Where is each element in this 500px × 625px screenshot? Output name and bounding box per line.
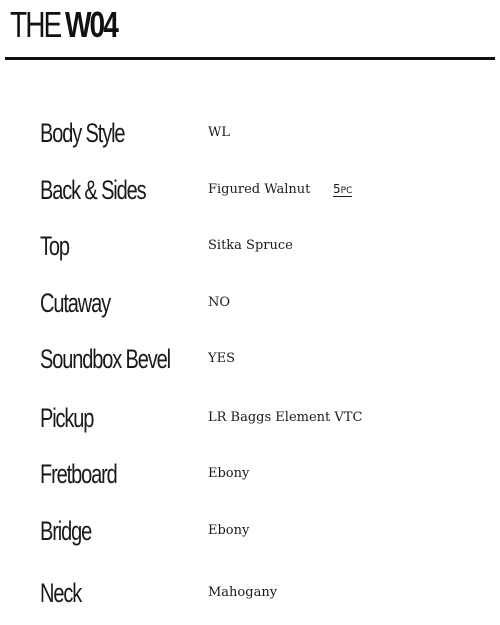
title-divider	[5, 57, 495, 60]
spec-row-soundbox-bevel	[40, 339, 480, 379]
spec-row-neck	[40, 573, 480, 613]
spec-label: Soundbox Bevel	[40, 344, 170, 374]
spec-row-pickup	[40, 398, 480, 438]
spec-value: Ebony	[208, 523, 250, 538]
spec-label: Neck	[40, 578, 82, 608]
spec-label: Top	[40, 231, 69, 261]
spec-row-fretboard	[40, 454, 480, 494]
spec-row-bridge	[40, 511, 480, 551]
spec-value: Mahogany	[208, 585, 278, 600]
spec-value: Figured Walnut	[208, 182, 311, 197]
spec-row-back-sides	[40, 170, 480, 210]
spec-value: Ebony	[208, 466, 250, 481]
spec-row-cutaway	[40, 283, 480, 323]
model-name: W04	[64, 4, 117, 45]
spec-value: YES	[208, 351, 235, 366]
spec-label: Pickup	[40, 403, 94, 433]
spec-label: Back & Sides	[40, 175, 146, 205]
spec-value: LR Baggs Element VTC	[208, 410, 363, 425]
spec-label: Bridge	[40, 516, 92, 546]
spec-label: Fretboard	[40, 459, 117, 489]
spec-label: Body Style	[40, 118, 125, 148]
piece-count-unit: PC	[340, 186, 353, 196]
spec-value: Sitka Spruce	[208, 238, 293, 253]
spec-label: Cutaway	[40, 288, 110, 318]
spec-value: NO	[208, 295, 231, 310]
spec-value: WL	[208, 125, 230, 140]
spec-row-body-style	[40, 113, 480, 153]
page-title	[10, 4, 117, 46]
spec-row-top	[40, 226, 480, 266]
piece-count-number: 5	[333, 182, 341, 196]
title-prefix: THE	[10, 4, 61, 45]
piece-count-badge	[333, 182, 352, 197]
